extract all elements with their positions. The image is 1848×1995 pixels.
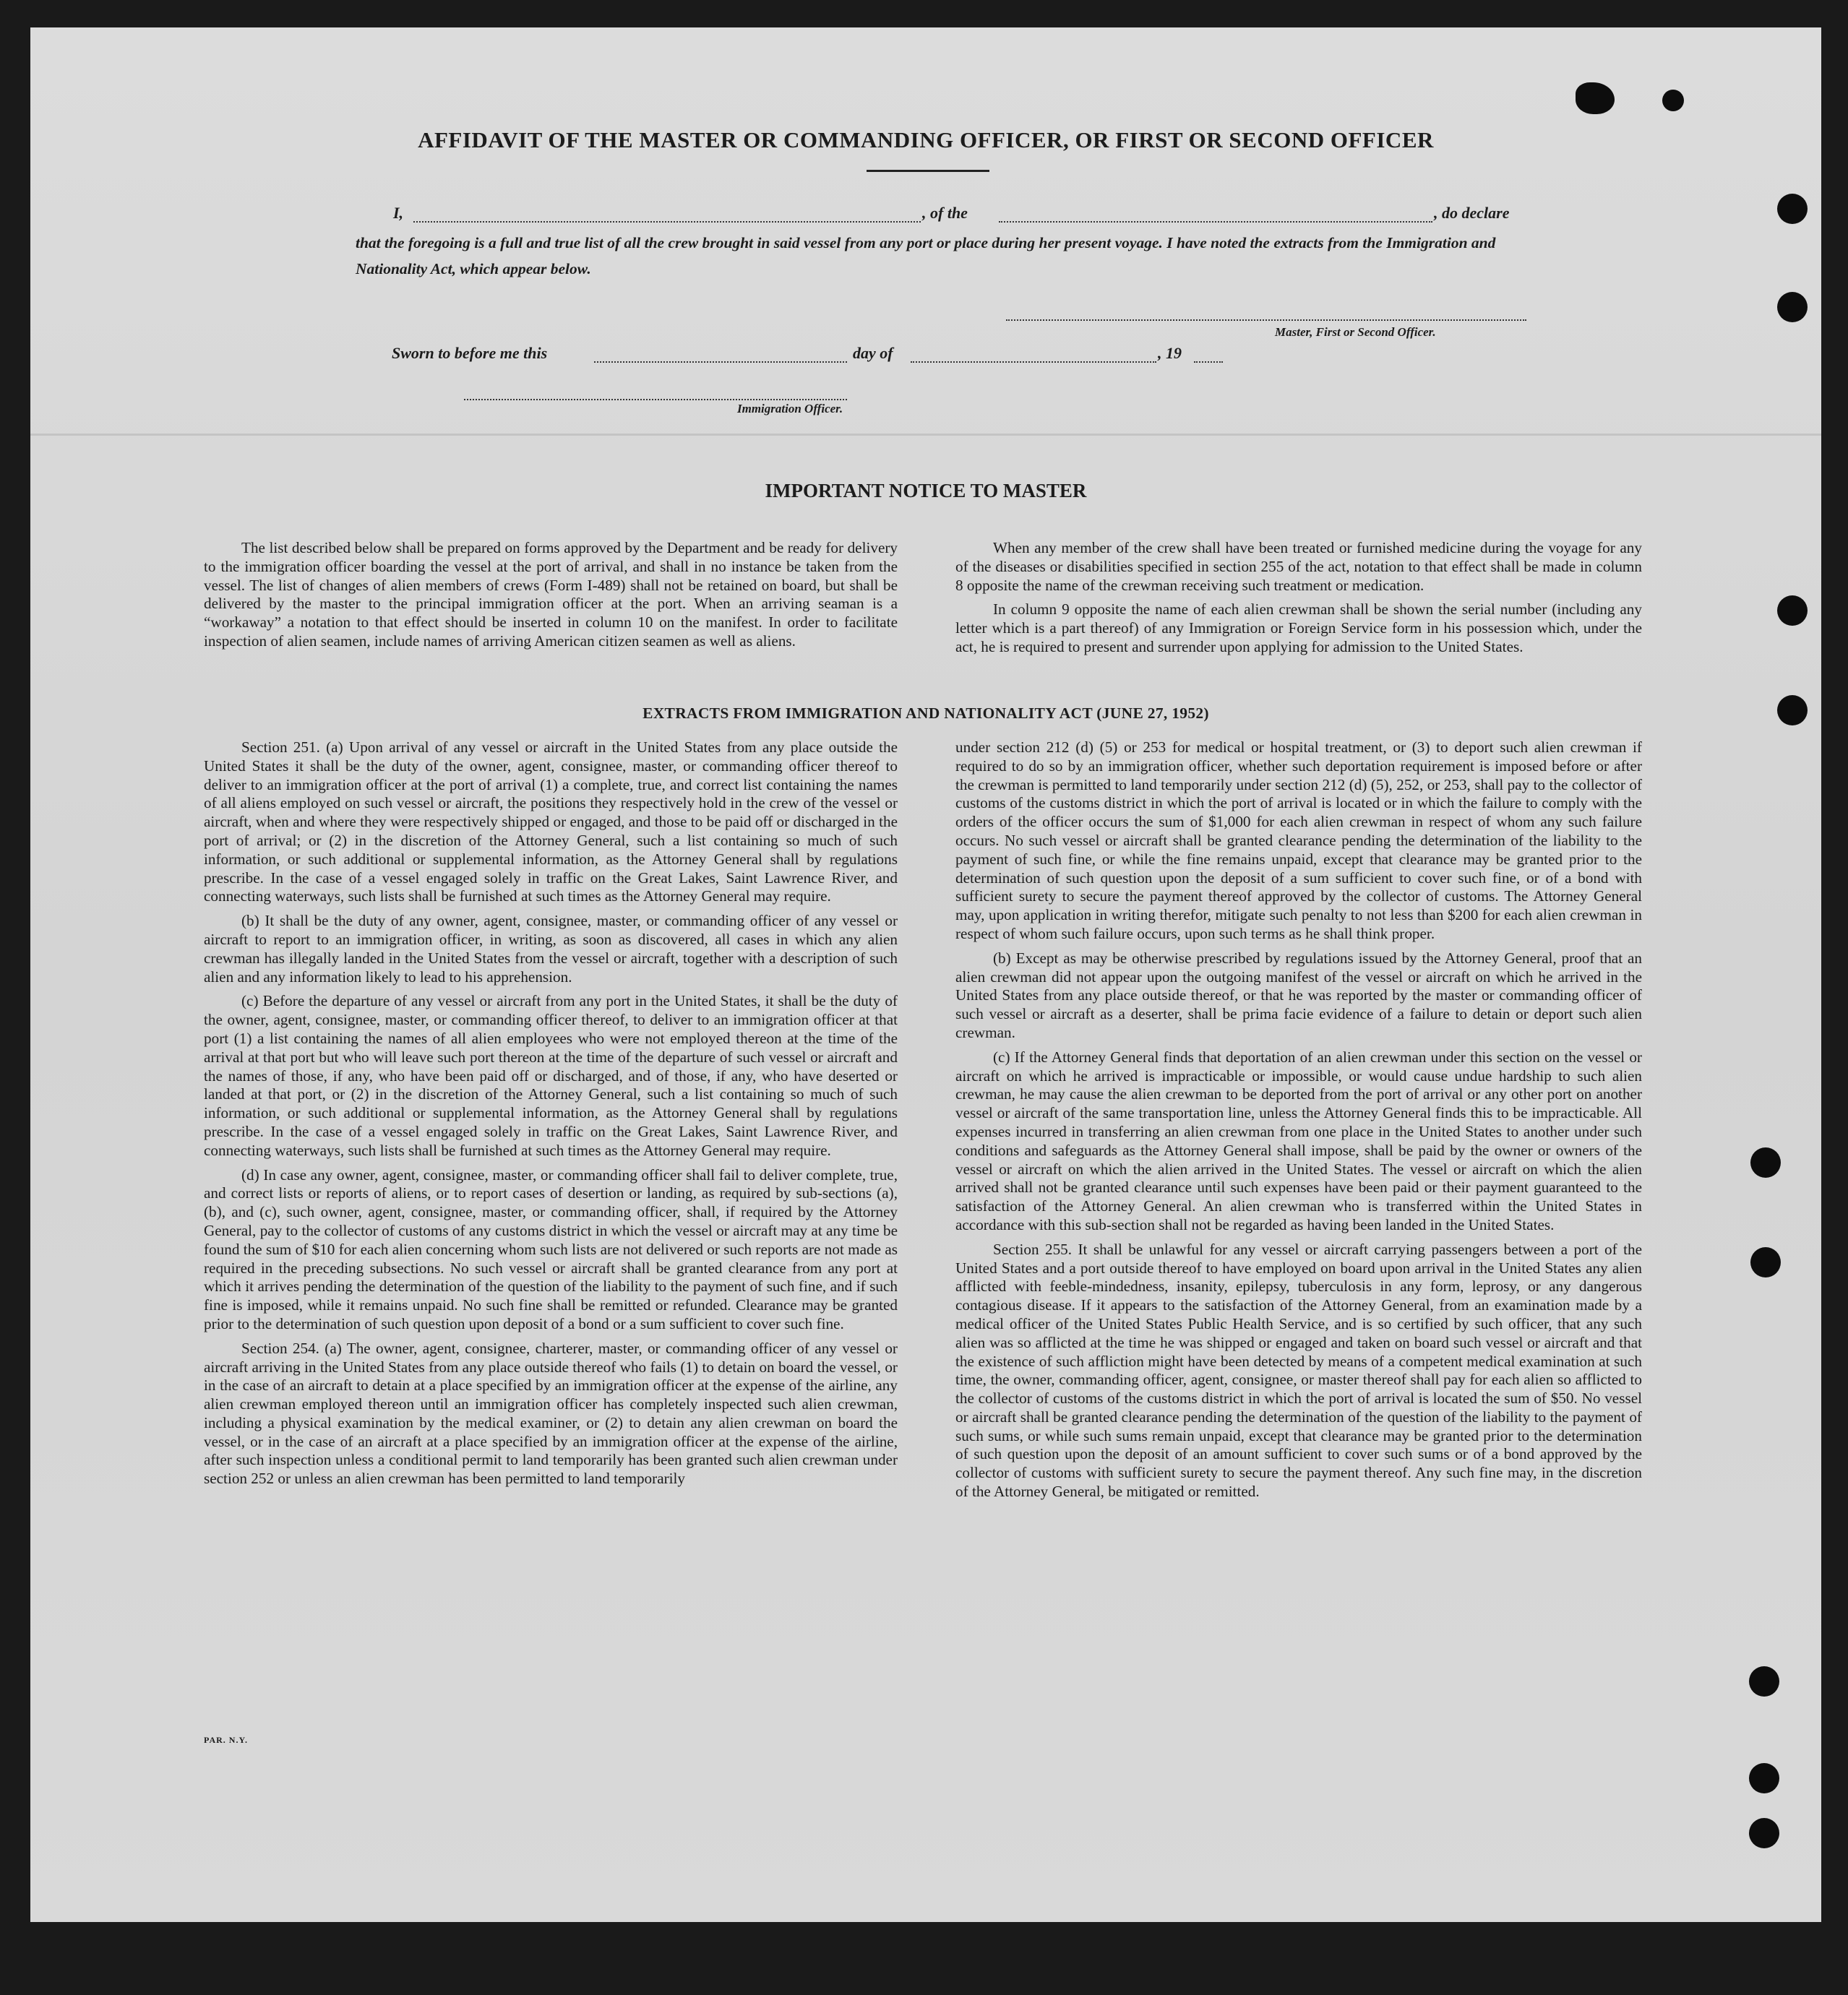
extract-paragraph: Section 255. It shall be unlawful for any vessel or aircraft carrying passengers between a port of the United States and a port outside thereof to have employed on board upon arrival in the United States any alien afflicted with feeble-mindedness, insanity, epilepsy, tuberculosis in any form, leprosy, or any dangerous contagious disease. If it appears to the satisfaction of the Attorney General, from an examination made by a medical officer of the United States Public Health Service, and is so certified by such officer, that any such alien was so afflicted at the time he was shipped or engaged and taken on board such vessel or aircraft and that the existence of such affliction might have been detected by means of a competent medical examination at such time, the owner, commanding officer, agent, consignee, or master thereof shall pay for each alien so afflicted to the collector of customs of the customs district in which the port of arrival is located the sum of $50. No vessel or aircraft shall be granted clearance pending the determination of the question of the liability to the payment of such sums, or while such sums remain unpaid, except that clearance may be granted prior to the determination of such question upon the deposit of an amount sufficient to cover such sums or of a bond approved by the collector of customs with sufficient surety to secure the payment thereof. Any such fine may, in the discretion of the Attorney General, be mitigated or remitted. bbox=[955, 1240, 1642, 1501]
extract-paragraph: Section 251. (a) Upon arrival of any vessel or aircraft in the United States from any place outside the United States it shall be the duty of the owner, agent, consignee, master, or commanding officer thereof to deliver to an immigration officer at the port of arrival (1) a complete, true, and correct list containing the names of all aliens employed on such vessel or aircraft, the positions they respectively hold in the crew of the vessel or aircraft, when and where they were respectively shipped or engaged, and those to be paid off or discharged in the port of arrival; or (2) in the discretion of the Attorney General, such a list containing so much of such information, or such additional or supplemental information, as the Attorney General shall by regulations prescribe. In the case of a vessel engaged solely in traffic on the Great Lakes, Saint Lawrence River, and connecting waterways, such lists shall be furnished at such times as the Attorney General may require. bbox=[204, 738, 898, 905]
notice-paragraph: When any member of the crew shall have been treated or furnished medicine during the voyage for any of the diseases or disabilities specified in section 255 of the act, notation to that effect shall be made in column 8 opposite the name of the crewman receiving such treatment or medication. bbox=[955, 539, 1642, 594]
month-blank[interactable] bbox=[911, 361, 1156, 363]
extracts-right-column bbox=[955, 738, 1642, 1507]
punch-hole bbox=[1749, 1818, 1779, 1848]
extract-paragraph: Section 254. (a) The owner, agent, consignee, charterer, master, or commanding officer of any vessel or aircraft arriving in the United States from any place outside thereof who fails (1) to detain on board the vessel, or in the case of an aircraft to detain at a place specified by an immigration officer at the expense of the airline, any alien crewman employed thereon until an immigration officer has completely inspected such alien crewman, including a physical examination by the medical examiner, or (2) to detain any alien crewman on board the vessel, or in the case of an aircraft at a place specified by an immigration officer at the expense of the airline, after such inspection unless a conditional permit to land temporarily has been granted such alien crewman under section 252 or unless an alien crewman has been permitted to land temporarily bbox=[204, 1339, 898, 1488]
master-caption: Master, First or Second Officer. bbox=[1275, 325, 1436, 339]
extract-paragraph: (c) Before the departure of any vessel or aircraft from any port in the United States, it shall be the duty of the owner, agent, consignee, master, or commanding officer thereof, to deliver to an immigration officer at that port (1) a list containing the names of all alien employees who were not employed thereon at the time of the arrival at that port but who will leave such port thereon at the time of the departure of such vessel or aircraft and the names of those, if any, who have been paid off or discharged, and of those, if any, who have deserted or landed at that port, or (2) in the discretion of the Attorney General, such a list containing so much of such information, or such additional or supplemental information, as the Attorney General shall by regulations prescribe. In the case of a vessel engaged solely in traffic on the Great Lakes, Saint Lawrence River, and connecting waterways, such lists shall be furnished at such times as the Attorney General may require. bbox=[204, 992, 898, 1159]
ink-blot bbox=[1662, 90, 1684, 111]
master-signature-blank[interactable] bbox=[1006, 319, 1526, 321]
extract-paragraph: under section 212 (d) (5) or 253 for medical or hospital treatment, or (3) to deport such alien crewman if required to do so by an immigration officer, whether such deportation requirement is imposed before or after the crewman is permitted to land temporarily under section 212 (d) (5), 252, or 253, shall pay to the collector of customs of the customs district in which the port of arrival is located or in which the failure to comply with the orders of the officer occurs the sum of $1,000 for each alien crewman in respect of whom any such failure occurs. No such vessel or aircraft shall be granted clearance pending the determination of the liability to the payment of such fine, or while the fine remains unpaid, except that clearance may be granted prior to the determination of such question upon the deposit of a sum sufficient to cover such fine, or of a bond with sufficient surety to secure the payment thereof approved by the collector of customs. The Attorney General may, upon application in writing therefor, mitigate such penalty to not less than $200 for each alien crewman in respect of whom such failure occurs, upon such terms as he shall think proper. bbox=[955, 738, 1642, 942]
affidavit-declare-label: , do declare bbox=[1434, 204, 1510, 222]
title-underline bbox=[867, 170, 989, 172]
notice-right-column bbox=[955, 539, 1642, 663]
punch-hole bbox=[1749, 1666, 1779, 1697]
extract-paragraph: (d) In case any owner, agent, consignee, master, or commanding officer shall fail to deliver complete, true, and correct lists or reports of aliens, or to report cases of desertion or landing, as required by sub-sections (a), (b), and (c), such owner, agent, consignee, master, or commanding officer, shall, if required by the Attorney General, pay to the collector of customs of any customs district in which the vessel or aircraft may at any time be found the sum of $10 for each alien concerning whom such lists are not delivered or such reports are not made as required in the preceding subsections. No such vessel or aircraft shall be granted clearance from any port at which it arrives pending the determination of the question of the liability to the payment of such fine, and if such fine is imposed, while it remains unpaid. No such fine shall be remitted or refunded. Clearance may be granted prior to the determination of such question upon deposit of a bond or a sum sufficient to cover such fine. bbox=[204, 1165, 898, 1332]
affidavit-text: that the foregoing is a full and true list of all the crew brought in said vessel from any port or place during her present voyage. I have noted the extracts from the Immigration and Nationality Act, which appear below. bbox=[356, 234, 1496, 277]
fold-line bbox=[30, 434, 1821, 436]
extracts-title: EXTRACTS FROM IMMIGRATION AND NATIONALITY ACT (JUNE 27, 1952) bbox=[642, 705, 1209, 722]
punch-hole bbox=[1749, 1763, 1779, 1793]
extract-paragraph: (c) If the Attorney General finds that deportation of an alien crewman under this section on the vessel or aircraft on which he arrived is impracticable or impossible, or would cause undue hardship to such alien crewman, he may cause the alien crewman to be deported from the port of arrival or any other port on another vessel or aircraft of the same transportation line, unless the Attorney General finds this to be impracticable. All expenses incurred in transferring an alien crewman from one place in the United States to another under such conditions and safeguards as the Attorney General shall impose, shall be paid by the owner or owners of the vessel or aircraft on which the alien arrived in the United States. The vessel or aircraft on which the alien arrived shall not be granted clearance until such expenses have been paid or their payment guaranteed to the satisfaction of the Attorney General. An alien crewman who is transferred within the United States in accordance with this sub-section shall not be regarded as having been landed in the United States. bbox=[955, 1048, 1642, 1233]
officer-caption: Immigration Officer. bbox=[737, 402, 843, 415]
year-blank[interactable] bbox=[1194, 361, 1223, 363]
notice-paragraph: In column 9 opposite the name of each alien crewman shall be shown the serial number (including any letter which is a part thereof) of any Immigration or Foreign Service form in his possession which, under the act, he is required to present and surrender upon applying for admission to the United States. bbox=[955, 600, 1642, 655]
ink-blot bbox=[1576, 82, 1615, 114]
notice-title: IMPORTANT NOTICE TO MASTER bbox=[765, 480, 1087, 501]
notice-paragraph: The list described below shall be prepared on forms approved by the Department and be ready for delivery to the immigration officer boarding the vessel at the port of arrival, and shall in no instance be taken from the vessel. The list of changes of alien members of crews (Form I-489) shall not be retained on board, but shall be delivered by the master to the principal immigration officer at the port. When an arriving seaman is a “workaway” a notation to that effect should be inserted in column 10 on the manifest. In order to facilitate inspection of alien seamen, include names of arriving American citizen seamen as well as aliens. bbox=[204, 539, 898, 650]
affidavit-i-label: I, bbox=[393, 204, 404, 222]
punch-hole bbox=[1777, 194, 1808, 224]
printer-mark: PAR. N.Y. bbox=[204, 1735, 249, 1745]
punch-hole bbox=[1777, 595, 1808, 626]
sworn-label: Sworn to before me this bbox=[392, 344, 548, 362]
document-page bbox=[30, 27, 1821, 1922]
affidavit-title: AFFIDAVIT OF THE MASTER OR COMMANDING OFFICER, OR FIRST OR SECOND OFFICER bbox=[418, 127, 1434, 152]
day-of-label: day of bbox=[853, 344, 893, 362]
officer-signature-blank[interactable] bbox=[464, 399, 847, 400]
year-label: , 19 bbox=[1158, 344, 1182, 362]
name-blank[interactable] bbox=[413, 221, 921, 223]
punch-hole bbox=[1777, 292, 1808, 322]
sworn-date-blank[interactable] bbox=[594, 361, 847, 363]
extract-paragraph: (b) It shall be the duty of any owner, agent, consignee, master, or commanding officer of any vessel or aircraft to report to an immigration officer, in writing, as soon as discovered, all cases in which any alien crewman has illegally landed in the United States from the vessel or aircraft, together with a description of such alien and any information likely to lead to his apprehension. bbox=[204, 912, 898, 986]
vessel-blank[interactable] bbox=[999, 221, 1432, 223]
affidavit-of-label: , of the bbox=[922, 204, 968, 222]
punch-hole bbox=[1750, 1147, 1781, 1178]
notice-left-column bbox=[204, 539, 898, 657]
punch-hole bbox=[1750, 1247, 1781, 1277]
extract-paragraph: (b) Except as may be otherwise prescribed by regulations issued by the Attorney General, proof that an alien crewman did not appear upon the outgoing manifest of the vessel or aircraft on which he arrived in the United States from any place outside thereof, or that he was reported by the master or commanding officer of such vessel or aircraft as a deserter, shall be prima facie evidence of a failure to detain or deport such alien crewman. bbox=[955, 949, 1642, 1041]
extracts-left-column bbox=[204, 738, 898, 1494]
